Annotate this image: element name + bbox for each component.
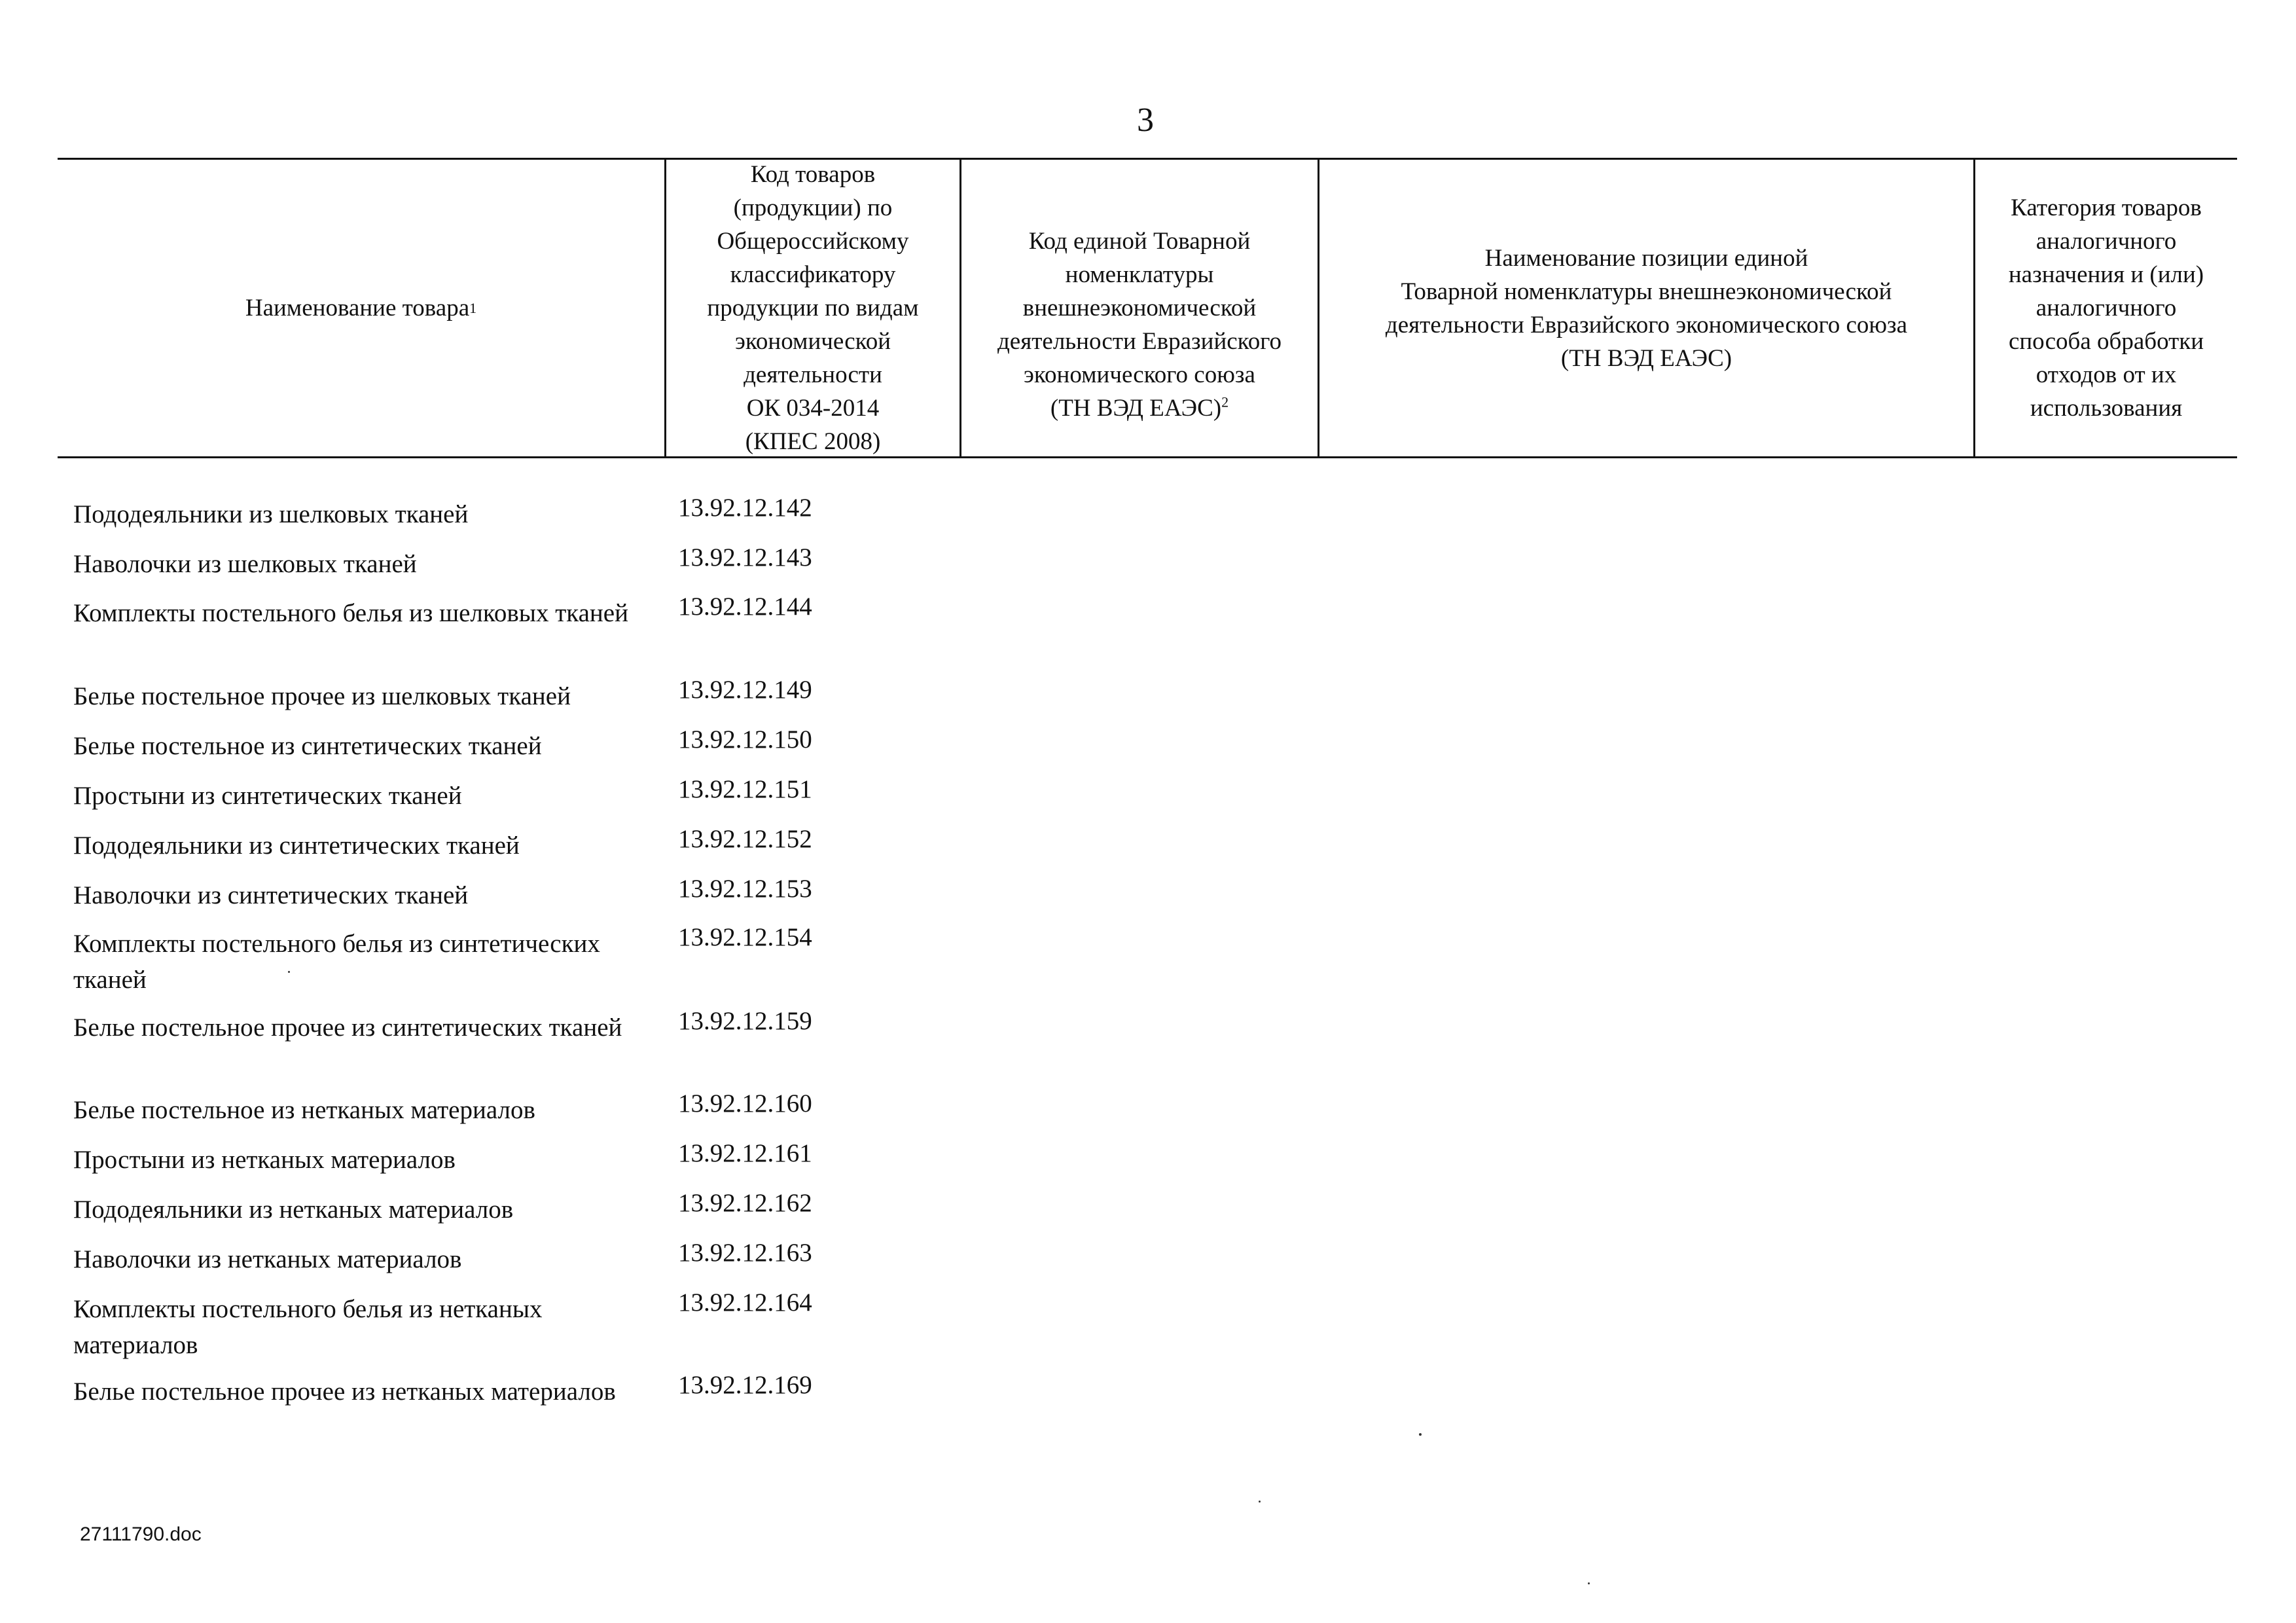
product-code: 13.92.12.161 xyxy=(678,1139,812,1167)
product-name: Простыни из синтетических тканей xyxy=(73,782,462,810)
product-name: Комплекты постельного белья из шелковых тканей xyxy=(73,599,628,627)
header-tnved-code xyxy=(961,160,1318,456)
header-category-text: Категория товаров аналогичного назначения и (или) аналогичного способа обработки отходов от их использования xyxy=(2008,194,2204,422)
product-name: Белье постельное из нетканых материалов xyxy=(73,1096,535,1124)
product-code: 13.92.12.164 xyxy=(678,1288,812,1317)
product-name: Наволочки из нетканых материалов xyxy=(73,1245,462,1273)
product-name: Белье постельное прочее из шелковых тканей xyxy=(73,682,571,710)
scan-artifact-dot xyxy=(288,971,290,973)
product-code: 13.92.12.154 xyxy=(678,923,812,951)
product-name: Комплекты постельного белья из нетканых материалов xyxy=(73,1295,543,1359)
product-code: 13.92.12.160 xyxy=(678,1089,812,1118)
header-product-name-text: Наименование товара xyxy=(245,295,470,321)
scan-artifact-dot xyxy=(1588,1582,1590,1584)
header-category xyxy=(1975,160,2237,456)
header-tnved-position-name xyxy=(1319,160,1973,456)
product-name: Пододеяльники из шелковых тканей xyxy=(73,500,469,528)
product-code: 13.92.12.143 xyxy=(678,543,812,572)
product-code: 13.92.12.163 xyxy=(678,1239,812,1267)
header-okpd-code-text: Код товаров (продукции) по Общероссийскому классификатору продукции по видам экономической деятельности ОК 034-2014 (КПЕС 2008) xyxy=(707,161,919,455)
product-name: Наволочки из синтетических тканей xyxy=(73,881,469,909)
product-code: 13.92.12.152 xyxy=(678,825,812,853)
header-tnved-code-text: Код единой Товарной номенклатуры внешнеэкономической деятельности Евразийского экономического союза (ТН ВЭД ЕАЭС) xyxy=(997,228,1282,422)
product-name: Простыни из нетканых материалов xyxy=(73,1146,456,1174)
product-code: 13.92.12.144 xyxy=(678,593,812,621)
page-number: 3 xyxy=(1137,101,1154,139)
product-name: Белье постельное прочее из нетканых материалов xyxy=(73,1377,616,1406)
product-code: 13.92.12.142 xyxy=(678,494,812,522)
product-name: Пододеяльники из синтетических тканей xyxy=(73,831,520,860)
product-name: Белье постельное из синтетических тканей xyxy=(73,732,542,760)
scan-artifact-dot xyxy=(1419,1433,1422,1436)
product-code: 13.92.12.169 xyxy=(678,1371,812,1399)
header-product-name: Наименование товара 1 xyxy=(58,160,664,456)
product-code: 13.92.12.151 xyxy=(678,775,812,803)
scan-artifact-dot xyxy=(1259,1501,1261,1503)
table-header-bottom-border xyxy=(58,456,2237,458)
footnote-2-mark: 2 xyxy=(1221,393,1229,410)
product-name: Белье постельное прочее из синтетических тканей xyxy=(73,1013,622,1042)
header-tnved-position-name-text: Наименование позиции единой Товарной номенклатуры внешнеэкономической деятельности Евразийского экономического союза (ТН ВЭД ЕАЭС) xyxy=(1385,244,1908,372)
product-name: Комплекты постельного белья из синтетических тканей xyxy=(73,930,600,994)
product-name: Наволочки из шелковых тканей xyxy=(73,550,417,578)
product-code: 13.92.12.149 xyxy=(678,676,812,704)
product-name: Пододеяльники из нетканых материалов xyxy=(73,1195,514,1224)
product-code: 13.92.12.162 xyxy=(678,1189,812,1217)
product-code: 13.92.12.150 xyxy=(678,725,812,754)
document-reference: 27111790.doc xyxy=(80,1523,202,1545)
product-code: 13.92.12.159 xyxy=(678,1007,812,1035)
header-okpd-code xyxy=(666,160,960,456)
product-code: 13.92.12.153 xyxy=(678,875,812,903)
